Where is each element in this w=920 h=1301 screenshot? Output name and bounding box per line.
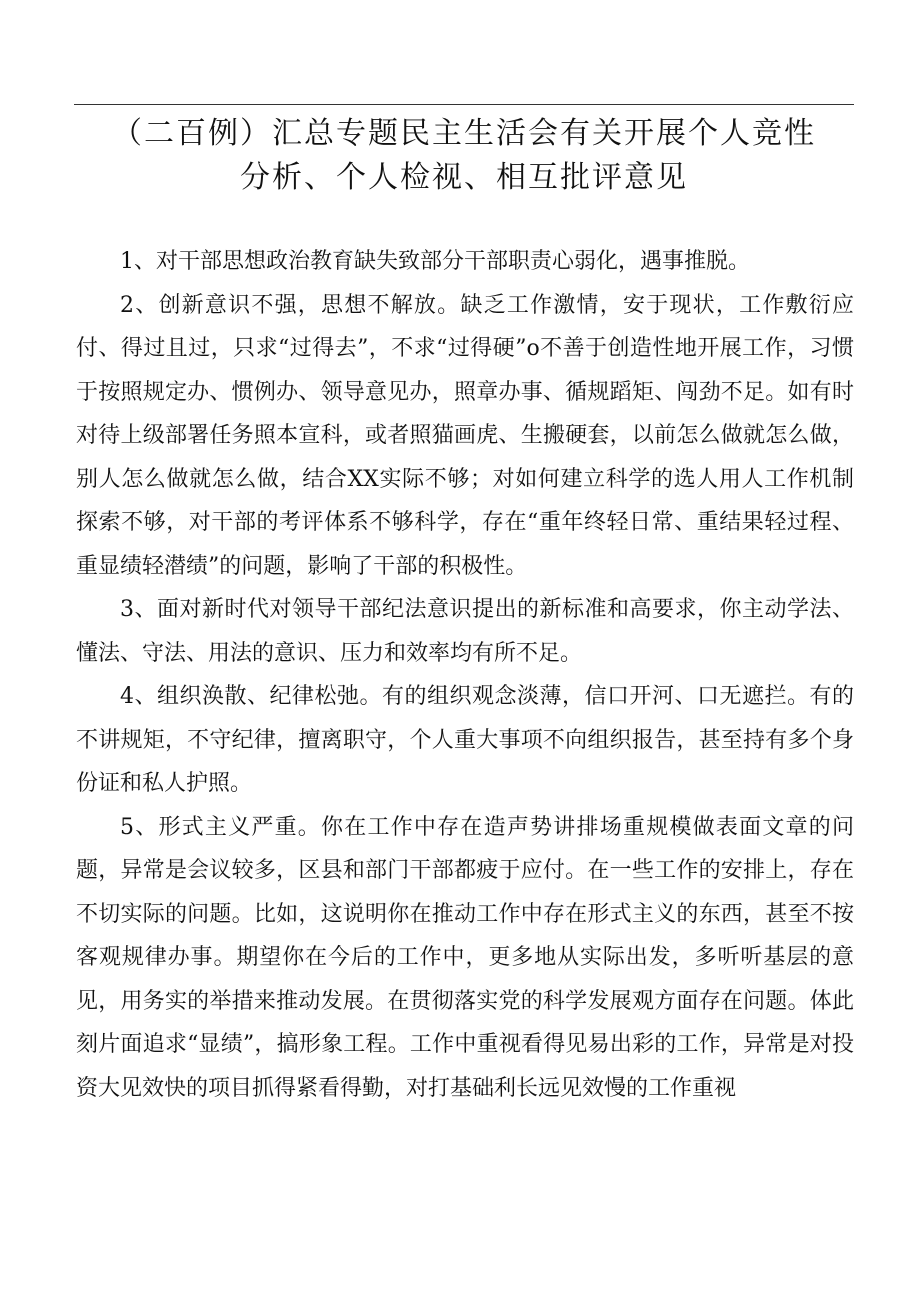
paragraph-2: 2、创新意识不强，思想不解放。缺乏工作激情，安于现状，工作敷衍应付、得过且过，只求“过得去”，不求“过得硬”o不善于创造性地开展工作，习惯于按照规定办、惯例办、领导意见办，照章办事、循规蹈矩、闯劲不足。如有时对待上级部署任务照本宣科，或者照猫画虎、生搬硬套，以前怎么做就怎么做，别人怎么做就怎么做，结合XX实际不够；对如何建立科学的选人用人工作机制探索不够，对干部的考评体系不够科学，存在“重年终轻日常、重结果轻过程、重显绩轻潜绩”的问题，影响了干部的积极性。 <box>76 292 854 579</box>
title-line-1: （二百例）汇总专题民主生活会有关开展个人竞性 <box>112 116 816 151</box>
header-rule <box>74 104 854 105</box>
document-body <box>76 240 854 1110</box>
paragraph-5: 5、形式主义严重。你在工作中存在造声势讲排场重规模做表面文章的问题，异常是会议较多，区县和部门干部都疲于应付。在一些工作的安排上，存在不切实际的问题。比如，这说明你在推动工作中存在形式主义的东西，甚至不按客观规律办事。期望你在今后的工作中，更多地从实际出发，多听听基层的意见，用务实的举措来推动发展。在贯彻落实党的科学发展观方面存在问题。体此刻片面追求“显绩”，搞形象工程。工作中重视看得见易出彩的工作，异常是对投资大见效快的项目抓得紧看得勤，对打基础利长远见效慢的工作重视 <box>76 814 854 1101</box>
paragraph-1: 1、对干部思想政治教育缺失致部分干部职责心弱化，遇事推脱。 <box>120 249 750 274</box>
paragraph-4: 4、组织涣散、纪律松弛。有的组织观念淡薄，信口开河、口无遮拦。有的不讲规矩，不守纪律，擅离职守，个人重大事项不向组织报告，甚至持有多个身份证和私人护照。 <box>76 684 854 796</box>
document-title <box>74 112 854 200</box>
paragraph-3: 3、面对新时代对领导干部纪法意识提出的新标准和高要求，你主动学法、懂法、守法、用法的意识、压力和效率均有所不足。 <box>76 597 854 666</box>
title-line-2: 分析、个人检视、相互批评意见 <box>240 160 688 195</box>
